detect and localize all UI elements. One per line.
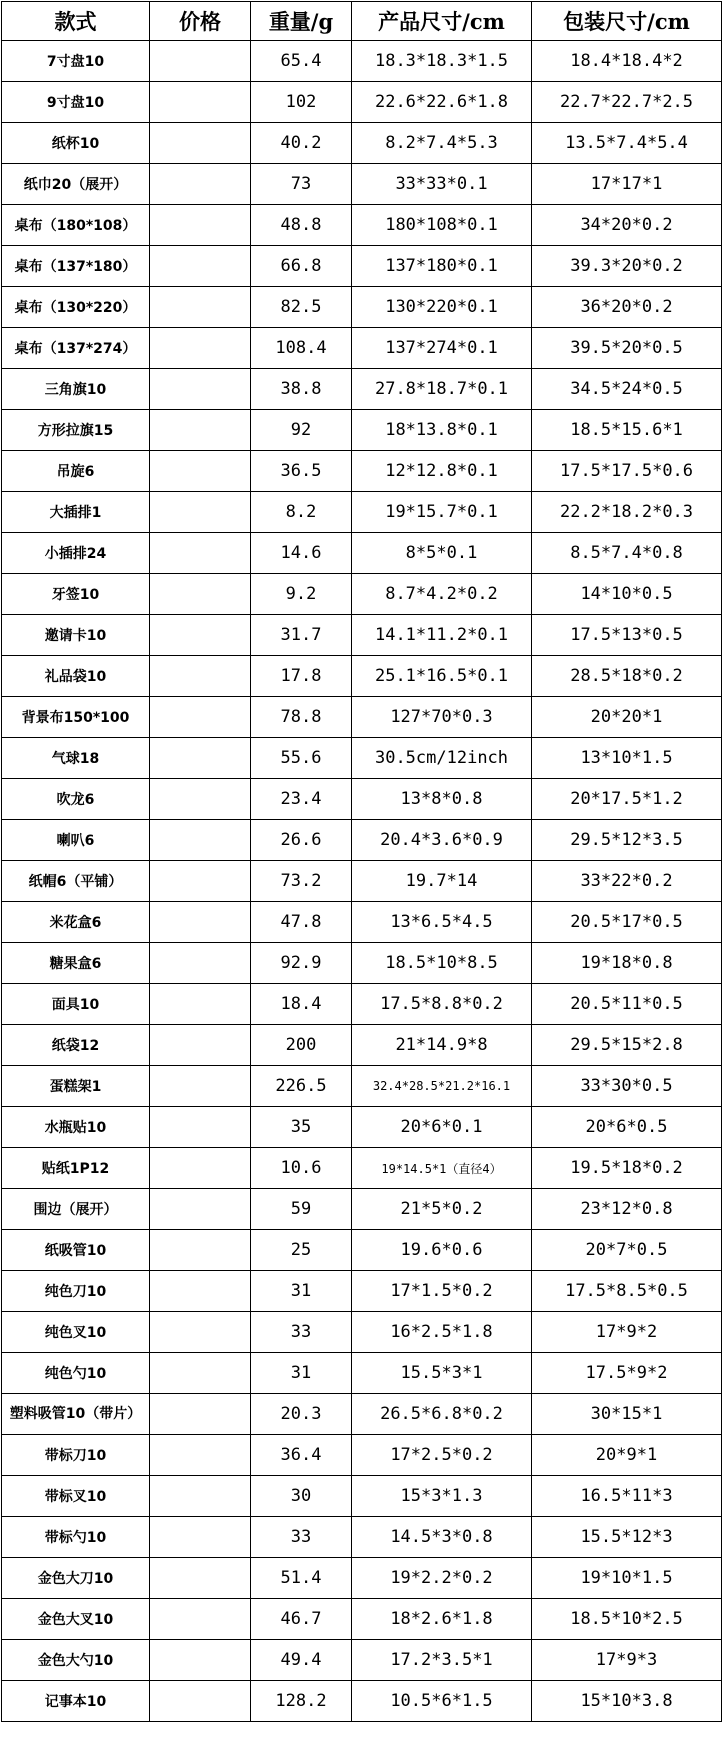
table-row — [2, 41, 722, 82]
table-row — [2, 1599, 722, 1640]
product-size-cell: 21*14.9*8 — [352, 1025, 532, 1066]
price-cell — [150, 287, 251, 328]
product-size-cell: 19.7*14 — [352, 861, 532, 902]
price-cell — [150, 779, 251, 820]
package-size-cell: 17.5*13*0.5 — [532, 615, 722, 656]
weight-cell: 73.2 — [251, 861, 352, 902]
product-size-cell: 18*13.8*0.1 — [352, 410, 532, 451]
product-size-cell: 137*274*0.1 — [352, 328, 532, 369]
price-cell — [150, 1271, 251, 1312]
weight-cell: 38.8 — [251, 369, 352, 410]
price-cell — [150, 205, 251, 246]
header-row — [2, 2, 722, 41]
price-cell — [150, 451, 251, 492]
product-size-cell: 127*70*0.3 — [352, 697, 532, 738]
package-size-cell: 20*7*0.5 — [532, 1230, 722, 1271]
product-size-cell: 30.5cm/12inch — [352, 738, 532, 779]
header-price: 价格 — [150, 2, 251, 41]
weight-cell: 18.4 — [251, 984, 352, 1025]
weight-cell: 33 — [251, 1517, 352, 1558]
table-row — [2, 82, 722, 123]
product-size-cell: 20.4*3.6*0.9 — [352, 820, 532, 861]
weight-cell: 92 — [251, 410, 352, 451]
weight-cell: 51.4 — [251, 1558, 352, 1599]
weight-cell: 36.4 — [251, 1435, 352, 1476]
price-cell — [150, 82, 251, 123]
package-size-cell: 17*17*1 — [532, 164, 722, 205]
package-size-cell: 20*20*1 — [532, 697, 722, 738]
product-size-cell: 26.5*6.8*0.2 — [352, 1394, 532, 1435]
table-row — [2, 1189, 722, 1230]
product-size-cell: 16*2.5*1.8 — [352, 1312, 532, 1353]
product-name-cell: 带标刀10 — [2, 1435, 150, 1476]
product-name-cell: 吊旋6 — [2, 451, 150, 492]
package-size-cell: 17.5*8.5*0.5 — [532, 1271, 722, 1312]
price-cell — [150, 984, 251, 1025]
price-cell — [150, 41, 251, 82]
price-cell — [150, 1066, 251, 1107]
product-name-cell: 气球18 — [2, 738, 150, 779]
table-row — [2, 1230, 722, 1271]
table-row — [2, 779, 722, 820]
weight-cell: 31 — [251, 1271, 352, 1312]
product-name-cell: 纸袋12 — [2, 1025, 150, 1066]
product-name-cell: 桌布（137*274） — [2, 328, 150, 369]
weight-cell: 102 — [251, 82, 352, 123]
price-cell — [150, 1025, 251, 1066]
table-row — [2, 246, 722, 287]
package-size-cell: 19.5*18*0.2 — [532, 1148, 722, 1189]
table-row — [2, 1271, 722, 1312]
weight-cell: 59 — [251, 1189, 352, 1230]
product-name-cell: 牙签10 — [2, 574, 150, 615]
weight-cell: 30 — [251, 1476, 352, 1517]
price-cell — [150, 328, 251, 369]
package-size-cell: 23*12*0.8 — [532, 1189, 722, 1230]
weight-cell: 36.5 — [251, 451, 352, 492]
table-row — [2, 123, 722, 164]
weight-cell: 200 — [251, 1025, 352, 1066]
product-size-cell: 8.2*7.4*5.3 — [352, 123, 532, 164]
product-name-cell: 水瓶贴10 — [2, 1107, 150, 1148]
package-size-cell: 15.5*12*3 — [532, 1517, 722, 1558]
price-cell — [150, 1599, 251, 1640]
price-cell — [150, 1312, 251, 1353]
product-name-cell: 吹龙6 — [2, 779, 150, 820]
weight-cell: 20.3 — [251, 1394, 352, 1435]
product-name-cell: 三角旗10 — [2, 369, 150, 410]
product-name-cell: 围边（展开） — [2, 1189, 150, 1230]
table-row — [2, 410, 722, 451]
table-row — [2, 164, 722, 205]
package-size-cell: 30*15*1 — [532, 1394, 722, 1435]
product-size-cell: 17*2.5*0.2 — [352, 1435, 532, 1476]
product-size-cell: 25.1*16.5*0.1 — [352, 656, 532, 697]
product-name-cell: 米花盒6 — [2, 902, 150, 943]
package-size-cell: 19*10*1.5 — [532, 1558, 722, 1599]
package-size-cell: 20*6*0.5 — [532, 1107, 722, 1148]
weight-cell: 73 — [251, 164, 352, 205]
weight-cell: 226.5 — [251, 1066, 352, 1107]
product-size-cell: 18*2.6*1.8 — [352, 1599, 532, 1640]
price-cell — [150, 1476, 251, 1517]
table-row — [2, 1558, 722, 1599]
table-row — [2, 738, 722, 779]
table-row — [2, 533, 722, 574]
price-cell — [150, 1353, 251, 1394]
package-size-cell: 29.5*12*3.5 — [532, 820, 722, 861]
table-row — [2, 1517, 722, 1558]
weight-cell: 10.6 — [251, 1148, 352, 1189]
table-row — [2, 369, 722, 410]
table-row — [2, 1353, 722, 1394]
product-size-cell: 18.3*18.3*1.5 — [352, 41, 532, 82]
weight-cell: 31.7 — [251, 615, 352, 656]
package-size-cell: 28.5*18*0.2 — [532, 656, 722, 697]
product-name-cell: 桌布（137*180） — [2, 246, 150, 287]
weight-cell: 33 — [251, 1312, 352, 1353]
product-size-cell: 22.6*22.6*1.8 — [352, 82, 532, 123]
package-size-cell: 18.5*15.6*1 — [532, 410, 722, 451]
product-size-cell: 13*8*0.8 — [352, 779, 532, 820]
price-cell — [150, 615, 251, 656]
table-row — [2, 1107, 722, 1148]
product-name-cell: 喇叭6 — [2, 820, 150, 861]
product-size-cell: 21*5*0.2 — [352, 1189, 532, 1230]
product-name-cell: 蛋糕架1 — [2, 1066, 150, 1107]
table-row — [2, 492, 722, 533]
price-cell — [150, 902, 251, 943]
product-name-cell: 带标勺10 — [2, 1517, 150, 1558]
product-name-cell: 带标叉10 — [2, 1476, 150, 1517]
product-size-cell: 18.5*10*8.5 — [352, 943, 532, 984]
package-size-cell: 20.5*17*0.5 — [532, 902, 722, 943]
product-size-cell: 12*12.8*0.1 — [352, 451, 532, 492]
weight-cell: 55.6 — [251, 738, 352, 779]
package-size-cell: 17*9*2 — [532, 1312, 722, 1353]
price-cell — [150, 738, 251, 779]
package-size-cell: 36*20*0.2 — [532, 287, 722, 328]
price-cell — [150, 1148, 251, 1189]
product-size-cell: 8*5*0.1 — [352, 533, 532, 574]
package-size-cell: 33*30*0.5 — [532, 1066, 722, 1107]
price-cell — [150, 410, 251, 451]
package-size-cell: 34.5*24*0.5 — [532, 369, 722, 410]
product-name-cell: 大插排1 — [2, 492, 150, 533]
table-row — [2, 574, 722, 615]
price-cell — [150, 574, 251, 615]
product-name-cell: 金色大刀10 — [2, 1558, 150, 1599]
price-cell — [150, 1394, 251, 1435]
product-name-cell: 背景布150*100 — [2, 697, 150, 738]
weight-cell: 47.8 — [251, 902, 352, 943]
table-row — [2, 697, 722, 738]
table-row — [2, 205, 722, 246]
weight-cell: 49.4 — [251, 1640, 352, 1681]
price-cell — [150, 369, 251, 410]
product-size-cell: 180*108*0.1 — [352, 205, 532, 246]
table-row — [2, 615, 722, 656]
table-row — [2, 1148, 722, 1189]
table-row — [2, 820, 722, 861]
product-name-cell: 方形拉旗15 — [2, 410, 150, 451]
table-row — [2, 1681, 722, 1722]
product-name-cell: 礼品袋10 — [2, 656, 150, 697]
table-row — [2, 902, 722, 943]
product-size-cell: 33*33*0.1 — [352, 164, 532, 205]
weight-cell: 66.8 — [251, 246, 352, 287]
product-name-cell: 纸巾20（展开） — [2, 164, 150, 205]
product-size-cell: 14.1*11.2*0.1 — [352, 615, 532, 656]
package-size-cell: 20*9*1 — [532, 1435, 722, 1476]
price-cell — [150, 123, 251, 164]
package-size-cell: 17.5*17.5*0.6 — [532, 451, 722, 492]
product-size-cell: 130*220*0.1 — [352, 287, 532, 328]
package-size-cell: 8.5*7.4*0.8 — [532, 533, 722, 574]
table-row — [2, 1312, 722, 1353]
table-row — [2, 451, 722, 492]
weight-cell: 25 — [251, 1230, 352, 1271]
product-size-cell: 17.2*3.5*1 — [352, 1640, 532, 1681]
product-size-cell: 20*6*0.1 — [352, 1107, 532, 1148]
price-cell — [150, 943, 251, 984]
table-row — [2, 656, 722, 697]
product-name-cell: 记事本10 — [2, 1681, 150, 1722]
price-cell — [150, 492, 251, 533]
header-style: 款式 — [2, 2, 150, 41]
table-row — [2, 1025, 722, 1066]
product-name-cell: 邀请卡10 — [2, 615, 150, 656]
product-name-cell: 桌布（180*108） — [2, 205, 150, 246]
price-cell — [150, 1517, 251, 1558]
price-cell — [150, 861, 251, 902]
table-body — [2, 41, 722, 1722]
product-name-cell: 纯色叉10 — [2, 1312, 150, 1353]
table-row — [2, 861, 722, 902]
weight-cell: 78.8 — [251, 697, 352, 738]
product-size-cell: 15*3*1.3 — [352, 1476, 532, 1517]
product-name-cell: 塑料吸管10（带片） — [2, 1394, 150, 1435]
weight-cell: 14.6 — [251, 533, 352, 574]
product-name-cell: 纯色刀10 — [2, 1271, 150, 1312]
product-name-cell: 纸帽6（平铺） — [2, 861, 150, 902]
price-cell — [150, 820, 251, 861]
weight-cell: 65.4 — [251, 41, 352, 82]
product-name-cell: 糖果盒6 — [2, 943, 150, 984]
weight-cell: 9.2 — [251, 574, 352, 615]
product-name-cell: 桌布（130*220） — [2, 287, 150, 328]
price-cell — [150, 1189, 251, 1230]
weight-cell: 26.6 — [251, 820, 352, 861]
table-row — [2, 1476, 722, 1517]
product-name-cell: 纸吸管10 — [2, 1230, 150, 1271]
header-product-size: 产品尺寸/cm — [352, 2, 532, 41]
product-size-cell: 27.8*18.7*0.1 — [352, 369, 532, 410]
price-cell — [150, 1107, 251, 1148]
package-size-cell: 18.5*10*2.5 — [532, 1599, 722, 1640]
weight-cell: 23.4 — [251, 779, 352, 820]
product-name-cell: 纸杯10 — [2, 123, 150, 164]
table-row — [2, 1640, 722, 1681]
product-name-cell: 纯色勺10 — [2, 1353, 150, 1394]
weight-cell: 92.9 — [251, 943, 352, 984]
product-name-cell: 贴纸1P12 — [2, 1148, 150, 1189]
product-size-cell: 32.4*28.5*21.2*16.1 — [352, 1066, 532, 1107]
package-size-cell: 34*20*0.2 — [532, 205, 722, 246]
package-size-cell: 17*9*3 — [532, 1640, 722, 1681]
header-weight: 重量/g — [251, 2, 352, 41]
package-size-cell: 15*10*3.8 — [532, 1681, 722, 1722]
weight-cell: 17.8 — [251, 656, 352, 697]
product-size-cell: 19*2.2*0.2 — [352, 1558, 532, 1599]
weight-cell: 40.2 — [251, 123, 352, 164]
product-size-cell: 19.6*0.6 — [352, 1230, 532, 1271]
weight-cell: 31 — [251, 1353, 352, 1394]
product-size-cell: 137*180*0.1 — [352, 246, 532, 287]
package-size-cell: 13*10*1.5 — [532, 738, 722, 779]
table-row — [2, 1435, 722, 1476]
weight-cell: 35 — [251, 1107, 352, 1148]
package-size-cell: 19*18*0.8 — [532, 943, 722, 984]
table-row — [2, 1394, 722, 1435]
price-cell — [150, 656, 251, 697]
product-size-cell: 8.7*4.2*0.2 — [352, 574, 532, 615]
table-row — [2, 287, 722, 328]
package-size-cell: 39.3*20*0.2 — [532, 246, 722, 287]
package-size-cell: 22.7*22.7*2.5 — [532, 82, 722, 123]
weight-cell: 48.8 — [251, 205, 352, 246]
price-cell — [150, 1230, 251, 1271]
product-name-cell: 7寸盘10 — [2, 41, 150, 82]
package-size-cell: 39.5*20*0.5 — [532, 328, 722, 369]
price-cell — [150, 246, 251, 287]
product-name-cell: 金色大叉10 — [2, 1599, 150, 1640]
price-cell — [150, 1640, 251, 1681]
product-name-cell: 金色大勺10 — [2, 1640, 150, 1681]
price-cell — [150, 1681, 251, 1722]
table-row — [2, 328, 722, 369]
weight-cell: 8.2 — [251, 492, 352, 533]
package-size-cell: 20*17.5*1.2 — [532, 779, 722, 820]
weight-cell: 108.4 — [251, 328, 352, 369]
package-size-cell: 16.5*11*3 — [532, 1476, 722, 1517]
package-size-cell: 20.5*11*0.5 — [532, 984, 722, 1025]
product-name-cell: 面具10 — [2, 984, 150, 1025]
weight-cell: 82.5 — [251, 287, 352, 328]
package-size-cell: 17.5*9*2 — [532, 1353, 722, 1394]
package-size-cell: 14*10*0.5 — [532, 574, 722, 615]
product-size-cell: 15.5*3*1 — [352, 1353, 532, 1394]
table-row — [2, 984, 722, 1025]
table-row — [2, 943, 722, 984]
product-name-cell: 小插排24 — [2, 533, 150, 574]
package-size-cell: 29.5*15*2.8 — [532, 1025, 722, 1066]
package-size-cell: 22.2*18.2*0.3 — [532, 492, 722, 533]
price-cell — [150, 533, 251, 574]
package-size-cell: 18.4*18.4*2 — [532, 41, 722, 82]
product-size-cell: 17*1.5*0.2 — [352, 1271, 532, 1312]
product-name-cell: 9寸盘10 — [2, 82, 150, 123]
product-size-cell: 10.5*6*1.5 — [352, 1681, 532, 1722]
header-package-size: 包装尺寸/cm — [532, 2, 722, 41]
weight-cell: 46.7 — [251, 1599, 352, 1640]
price-cell — [150, 164, 251, 205]
product-spec-table — [1, 1, 722, 1722]
product-size-cell: 19*15.7*0.1 — [352, 492, 532, 533]
package-size-cell: 33*22*0.2 — [532, 861, 722, 902]
product-size-cell: 14.5*3*0.8 — [352, 1517, 532, 1558]
table-row — [2, 1066, 722, 1107]
price-cell — [150, 1558, 251, 1599]
package-size-cell: 13.5*7.4*5.4 — [532, 123, 722, 164]
weight-cell: 128.2 — [251, 1681, 352, 1722]
price-cell — [150, 1435, 251, 1476]
product-size-cell: 19*14.5*1（直径4） — [352, 1148, 532, 1189]
price-cell — [150, 697, 251, 738]
product-size-cell: 13*6.5*4.5 — [352, 902, 532, 943]
product-size-cell: 17.5*8.8*0.2 — [352, 984, 532, 1025]
